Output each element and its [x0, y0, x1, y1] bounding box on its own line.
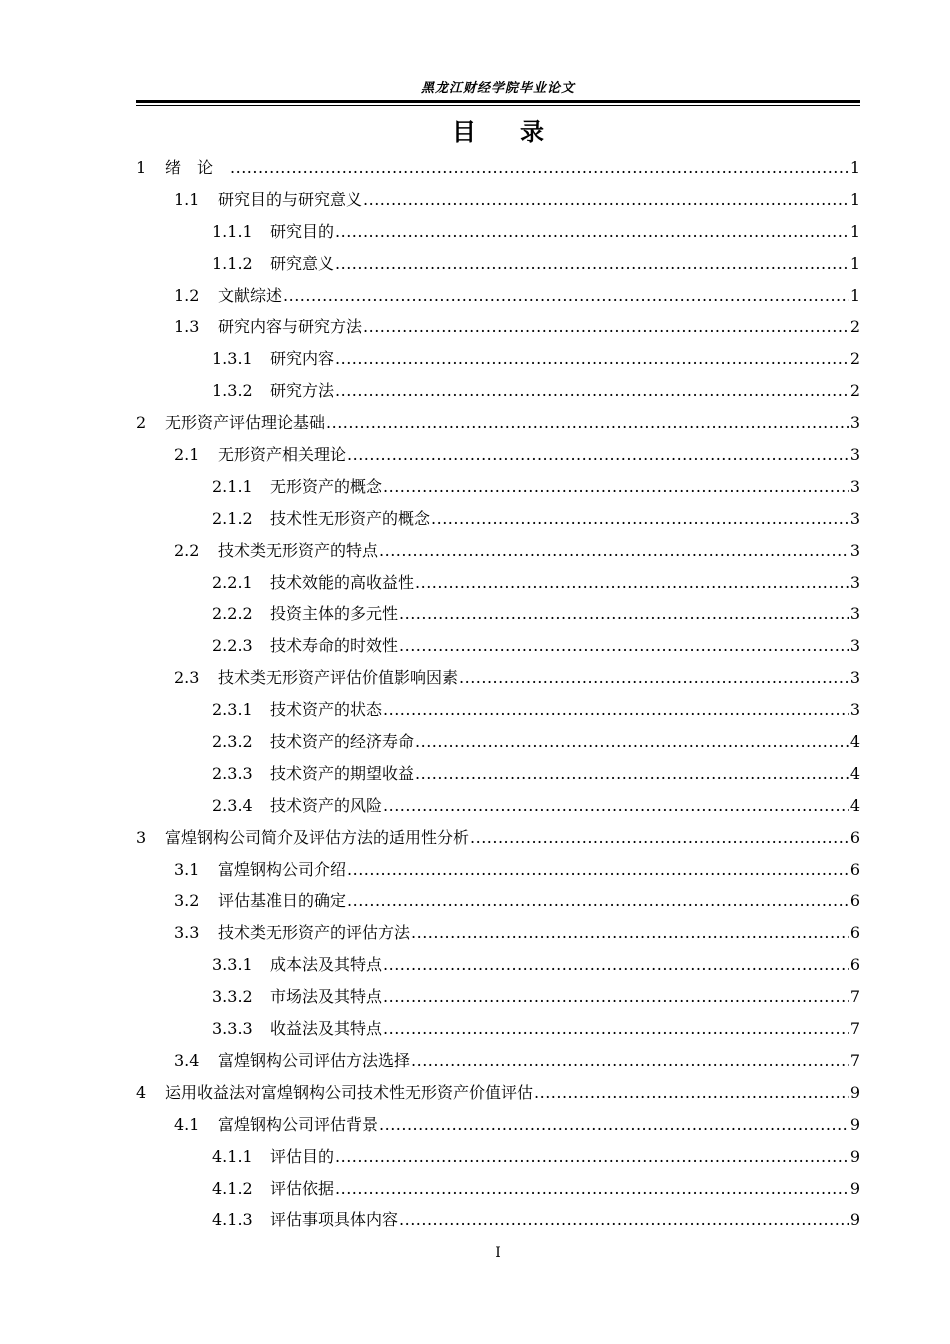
toc-entry-page: 2 [849, 381, 860, 401]
toc-entry-number: 3.3 [174, 923, 200, 943]
toc-entry[interactable] [136, 280, 860, 312]
toc-entry-title: 研究方法 [270, 381, 335, 401]
toc-entry-number: 2 [136, 413, 147, 433]
toc-entry[interactable] [136, 1204, 860, 1236]
toc-dot-leader [411, 917, 849, 949]
toc-entry[interactable] [136, 822, 860, 854]
toc-entry[interactable] [136, 503, 860, 535]
toc-dot-leader [415, 726, 849, 758]
toc-entry-number: 2.2 [174, 540, 200, 560]
toc-entry-number: 4.1 [174, 1114, 200, 1134]
toc-entry-number: 3.2 [174, 891, 200, 911]
toc-entry-title: 研究意义 [270, 253, 335, 273]
toc-dot-leader [399, 598, 849, 630]
toc-entry-page: 7 [849, 1019, 860, 1039]
toc-entry-title: 无形资产的概念 [270, 476, 383, 496]
toc-entry-number: 3.3.1 [212, 955, 253, 975]
toc-entry-title: 评估事项具体内容 [270, 1210, 399, 1230]
toc-entry-title: 富煌钢构公司介绍 [218, 859, 347, 879]
toc-dot-leader [383, 1013, 849, 1045]
toc-entry-number: 2.1 [174, 445, 200, 465]
toc-entry-title: 技术效能的高收益性 [270, 572, 415, 592]
toc-entry-page: 9 [849, 1114, 860, 1134]
toc-title: 目录 [452, 118, 588, 146]
toc-entry[interactable] [136, 216, 860, 248]
toc-entry-number: 4.1.2 [212, 1178, 253, 1198]
toc-entry-number: 2.2.3 [212, 636, 253, 656]
toc-entry-number: 1 [136, 158, 147, 177]
toc-dot-leader [470, 822, 849, 854]
toc-entry[interactable] [136, 598, 860, 630]
toc-entry[interactable] [136, 1045, 860, 1077]
toc-entry[interactable] [136, 184, 860, 216]
toc-dot-leader [363, 311, 849, 343]
toc-entry-page: 1 [849, 285, 860, 305]
toc-entry-number: 2.1.1 [212, 476, 253, 496]
toc-entry-number: 2.2.2 [212, 604, 253, 624]
toc-entry[interactable] [136, 152, 860, 184]
toc-dot-leader [335, 375, 849, 407]
toc-dot-leader [283, 280, 849, 312]
toc-dot-leader [415, 758, 849, 790]
toc-entry-title: 富煌钢构公司评估背景 [218, 1114, 379, 1134]
toc-dot-leader [335, 343, 849, 375]
toc-dot-leader [335, 248, 849, 280]
toc-entry-page: 3 [849, 445, 860, 465]
toc-entry-number: 2.3.3 [212, 763, 253, 783]
toc-entry-page: 9 [849, 1178, 860, 1198]
toc-entry[interactable] [136, 949, 860, 981]
toc-entry-page: 3 [849, 700, 860, 720]
toc-entry-title: 文献综述 [218, 285, 283, 305]
toc-entry-page: 3 [849, 476, 860, 496]
toc-entry-number: 3.4 [174, 1050, 200, 1070]
toc-entry-page: 1 [849, 221, 860, 241]
toc-entry[interactable] [136, 1013, 860, 1045]
toc-entry-number: 1.3 [174, 317, 200, 337]
table-of-contents [136, 152, 860, 1236]
toc-dot-leader [347, 439, 849, 471]
toc-entry-title: 评估依据 [270, 1178, 335, 1198]
toc-dot-leader [326, 407, 849, 439]
running-header: 黑龙江财经学院毕业论文 [420, 81, 575, 96]
toc-entry[interactable] [136, 1077, 860, 1109]
toc-entry-title: 研究目的 [270, 221, 335, 241]
toc-entry[interactable] [136, 885, 860, 917]
toc-entry-title: 无形资产相关理论 [218, 445, 347, 465]
toc-dot-leader [459, 662, 849, 694]
toc-dot-leader [335, 216, 849, 248]
toc-entry-title: 技术寿命的时效性 [270, 636, 399, 656]
toc-entry-number: 1.2 [174, 285, 200, 305]
toc-entry[interactable] [136, 790, 860, 822]
toc-entry-page: 9 [849, 1210, 860, 1230]
toc-entry-number: 2.3 [174, 668, 200, 688]
toc-entry-page: 6 [849, 859, 860, 879]
toc-entry-page: 2 [849, 317, 860, 337]
toc-dot-leader [383, 694, 849, 726]
toc-entry[interactable] [136, 375, 860, 407]
toc-entry-page: 4 [849, 795, 860, 815]
toc-entry[interactable] [136, 726, 860, 758]
toc-entry-title: 评估目的 [270, 1146, 335, 1166]
toc-entry[interactable] [136, 917, 860, 949]
toc-entry-page: 6 [849, 891, 860, 911]
toc-entry-page: 1 [849, 189, 860, 209]
toc-entry-title: 无形资产评估理论基础 [165, 413, 326, 433]
toc-dot-leader [399, 1204, 849, 1236]
toc-entry-page: 3 [849, 636, 860, 656]
toc-dot-leader [230, 152, 849, 184]
toc-entry-number: 4.1.3 [212, 1210, 253, 1230]
toc-entry-page: 1 [849, 253, 860, 273]
toc-entry[interactable] [136, 662, 860, 694]
toc-entry-number: 1.3.1 [212, 349, 253, 369]
toc-dot-leader [415, 567, 849, 599]
toc-entry-page: 3 [849, 572, 860, 592]
toc-dot-leader [383, 949, 849, 981]
header-rule-thick [136, 100, 860, 103]
toc-entry-number: 1.1.2 [212, 253, 253, 273]
toc-entry-page: 3 [849, 508, 860, 528]
toc-dot-leader [411, 1045, 849, 1077]
toc-entry[interactable] [136, 439, 860, 471]
toc-entry[interactable] [136, 535, 860, 567]
toc-entry-title: 研究内容与研究方法 [218, 317, 363, 337]
toc-entry-title: 市场法及其特点 [270, 987, 383, 1007]
toc-entry-number: 3.1 [174, 859, 200, 879]
toc-entry-number: 2.3.2 [212, 732, 253, 752]
toc-entry[interactable] [136, 758, 860, 790]
toc-entry-title: 技术类无形资产评估价值影响因素 [218, 668, 459, 688]
toc-entry-number: 1.1 [174, 189, 200, 209]
toc-entry-title: 投资主体的多元性 [270, 604, 399, 624]
toc-entry-number: 2.2.1 [212, 572, 253, 592]
toc-dot-leader [379, 1109, 849, 1141]
toc-entry-page: 7 [849, 987, 860, 1007]
toc-entry-number: 1.3.2 [212, 381, 253, 401]
toc-entry-number: 3 [136, 827, 147, 847]
toc-entry[interactable] [136, 1109, 860, 1141]
toc-entry-title: 富煌钢构公司评估方法选择 [218, 1050, 411, 1070]
toc-entry[interactable] [136, 981, 860, 1013]
toc-dot-leader [363, 184, 849, 216]
toc-dot-leader [399, 630, 849, 662]
toc-entry[interactable] [136, 343, 860, 375]
toc-entry-title: 技术性无形资产的概念 [270, 508, 431, 528]
toc-dot-leader [347, 854, 849, 886]
toc-entry-page: 6 [849, 827, 860, 847]
toc-entry[interactable] [136, 407, 860, 439]
toc-entry-title: 技术类无形资产的评估方法 [218, 923, 411, 943]
toc-entry-page: 2 [849, 349, 860, 369]
toc-entry-title: 评估基准日的确定 [218, 891, 347, 911]
toc-entry-title: 成本法及其特点 [270, 955, 383, 975]
toc-entry-page: 9 [849, 1146, 860, 1166]
toc-dot-leader [347, 885, 849, 917]
toc-entry-page: 3 [849, 540, 860, 560]
toc-entry[interactable] [136, 1141, 860, 1173]
toc-entry-number: 1.1.1 [212, 221, 253, 241]
toc-entry-page: 3 [849, 413, 860, 433]
toc-entry-number: 3.3.3 [212, 1019, 253, 1039]
toc-dot-leader [383, 981, 849, 1013]
toc-entry-title: 技术类无形资产的特点 [218, 540, 379, 560]
toc-entry-page: 3 [849, 604, 860, 624]
toc-dot-leader [534, 1077, 849, 1109]
toc-entry-title: 研究目的与研究意义 [218, 189, 363, 209]
toc-entry[interactable] [136, 248, 860, 280]
toc-entry-page: 1 [849, 158, 860, 177]
toc-entry-number: 4.1.1 [212, 1146, 253, 1166]
toc-entry[interactable] [136, 311, 860, 343]
toc-entry-page: 4 [849, 763, 860, 783]
toc-entry[interactable] [136, 630, 860, 662]
toc-entry-page: 9 [849, 1082, 860, 1102]
toc-entry-page: 6 [849, 955, 860, 975]
toc-entry[interactable] [136, 567, 860, 599]
toc-entry-page: 6 [849, 923, 860, 943]
toc-entry[interactable] [136, 471, 860, 503]
toc-dot-leader [431, 503, 849, 535]
toc-entry-page: 4 [849, 732, 860, 752]
toc-dot-leader [335, 1173, 849, 1205]
toc-dot-leader [383, 790, 849, 822]
toc-entry-number: 4 [136, 1082, 147, 1102]
toc-entry-number: 2.3.4 [212, 795, 253, 815]
toc-entry-title: 富煌钢构公司简介及评估方法的适用性分析 [165, 827, 470, 847]
toc-entry-title: 技术资产的期望收益 [270, 763, 415, 783]
toc-entry-number: 2.1.2 [212, 508, 253, 528]
toc-entry-title: 收益法及其特点 [270, 1019, 383, 1039]
toc-dot-leader [383, 471, 849, 503]
toc-entry-title: 技术资产的状态 [270, 700, 383, 720]
toc-entry-title: 研究内容 [270, 349, 335, 369]
toc-entry[interactable] [136, 694, 860, 726]
toc-entry-page: 3 [849, 668, 860, 688]
toc-dot-leader [379, 535, 849, 567]
toc-entry-title: 运用收益法对富煌钢构公司技术性无形资产价值评估 [165, 1082, 534, 1102]
toc-entry-page: 7 [849, 1050, 860, 1070]
toc-entry-number: 2.3.1 [212, 700, 253, 720]
page-number: I [495, 1245, 501, 1261]
toc-entry-title: 绪论 [165, 158, 230, 177]
toc-entry-title: 技术资产的风险 [270, 795, 383, 815]
toc-entry[interactable] [136, 1173, 860, 1205]
toc-entry[interactable] [136, 854, 860, 886]
toc-entry-number: 3.3.2 [212, 987, 253, 1007]
toc-entry-title: 技术资产的经济寿命 [270, 732, 415, 752]
toc-dot-leader [335, 1141, 849, 1173]
header-rule-thin [136, 105, 860, 106]
